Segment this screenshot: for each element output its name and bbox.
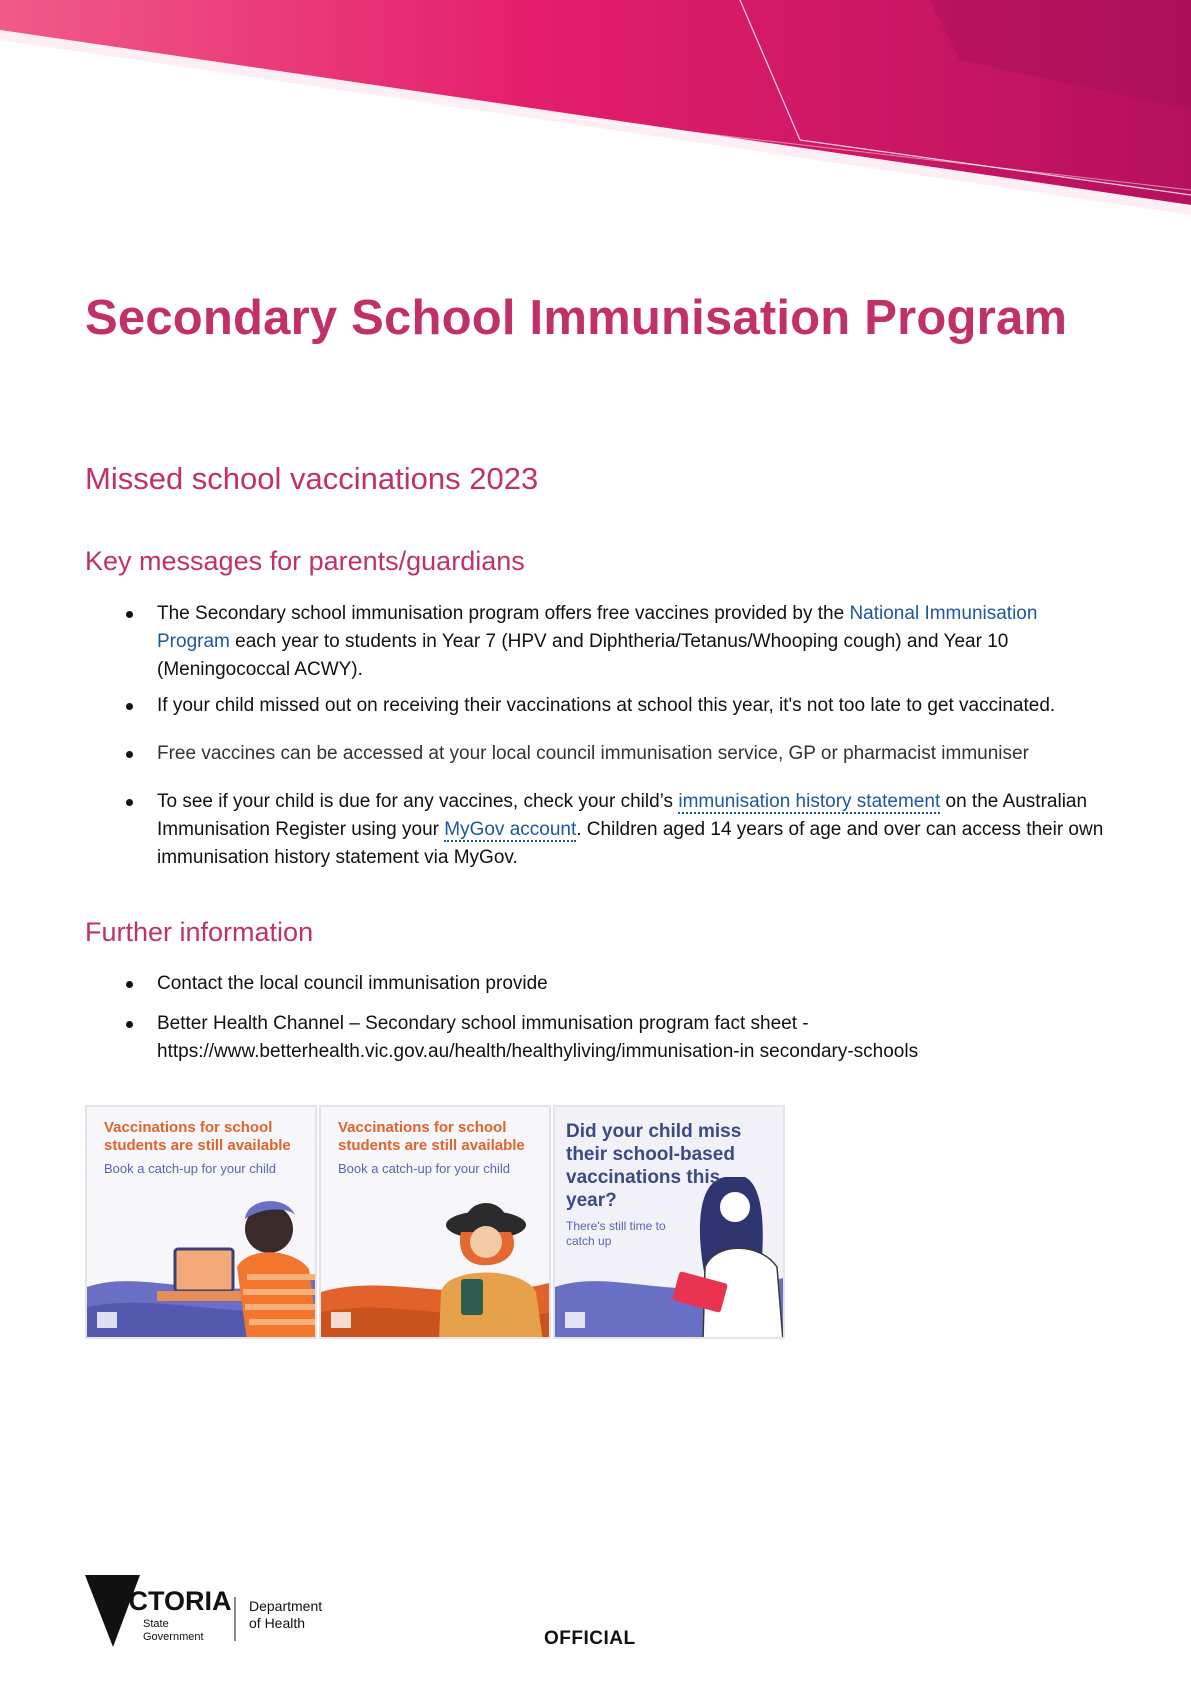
- list-item: Contact the local council immunisation provide: [85, 970, 1115, 998]
- national-immunisation-program-link[interactable]: National Immunisation Program: [157, 603, 1038, 652]
- further-info-list: [85, 970, 1115, 1066]
- bullet-icon: [126, 611, 133, 618]
- tile-subline: There's still time to catch up: [566, 1219, 666, 1248]
- mygov-account-link[interactable]: MyGov account: [444, 819, 577, 840]
- bullet-icon: [126, 751, 133, 758]
- bullet-icon: [126, 981, 133, 988]
- promo-tile-laptop: [85, 1105, 317, 1339]
- list-item: Free vaccines can be accessed at your local council immunisation service, GP or pharmacist immuniser: [85, 740, 1115, 768]
- promo-tile-phone: [319, 1105, 551, 1339]
- dept-line2: of Health: [249, 1615, 306, 1631]
- list-item: The Secondary school immunisation program offers free vaccines provided by the National Immunisation Program each year to students in Year 7 (HPV and Diphtheria/Tetanus/Whooping cough) and Year 10 (Meningococcal ACWY).: [85, 600, 1115, 684]
- logo-sub1: State: [143, 1618, 169, 1630]
- subtitle: Missed school vaccinations 2023: [85, 461, 539, 496]
- tile-subline: Book a catch-up for your child: [104, 1161, 276, 1176]
- logo-word: VICTORIA: [103, 1586, 232, 1616]
- classification-label: OFFICIAL: [544, 1628, 636, 1649]
- further-info-heading: Further information: [85, 917, 314, 947]
- list-item: If your child missed out on receiving their vaccinations at school this year, it's not too late to get vaccinated.: [85, 692, 1115, 720]
- promo-tile-tablet: [553, 1105, 785, 1339]
- bullet-icon: [126, 799, 133, 806]
- immunisation-history-statement-link[interactable]: immunisation history statement: [678, 791, 941, 812]
- tile-headline: Vaccinations for school students are still available: [104, 1119, 291, 1154]
- bullet-icon: [126, 703, 133, 710]
- bullet-icon: [126, 1021, 133, 1028]
- dept-line1: Department: [249, 1598, 323, 1614]
- tile-subline: Book a catch-up for your child: [338, 1161, 510, 1176]
- logo-sub2: Government: [143, 1631, 204, 1643]
- list-item: Better Health Channel – Secondary school immunisation program fact sheet - https://www.betterhealth.vic.gov.au/health/healthyliving/immunisation-in secondary-schools: [85, 1010, 1115, 1066]
- promo-tiles: [85, 1105, 785, 1339]
- document-title: Secondary School Immunisation Program: [85, 291, 1068, 345]
- tile-headline: Did your child miss their school-based vaccinations this year?: [566, 1121, 742, 1211]
- victoria-department-logo: [85, 1575, 355, 1655]
- key-messages-list: [85, 600, 1115, 872]
- list-item: To see if your child is due for any vaccines, check your child’s immunisation history statement on the Australian Immunisation Register using your MyGov account. Children aged 14 years of age and over can access their own immunisation history statement via MyGov.: [85, 788, 1115, 872]
- key-messages-heading: Key messages for parents/guardians: [85, 546, 525, 576]
- header-banner: [0, 0, 1191, 215]
- tile-headline: Vaccinations for school students are still available: [338, 1119, 525, 1154]
